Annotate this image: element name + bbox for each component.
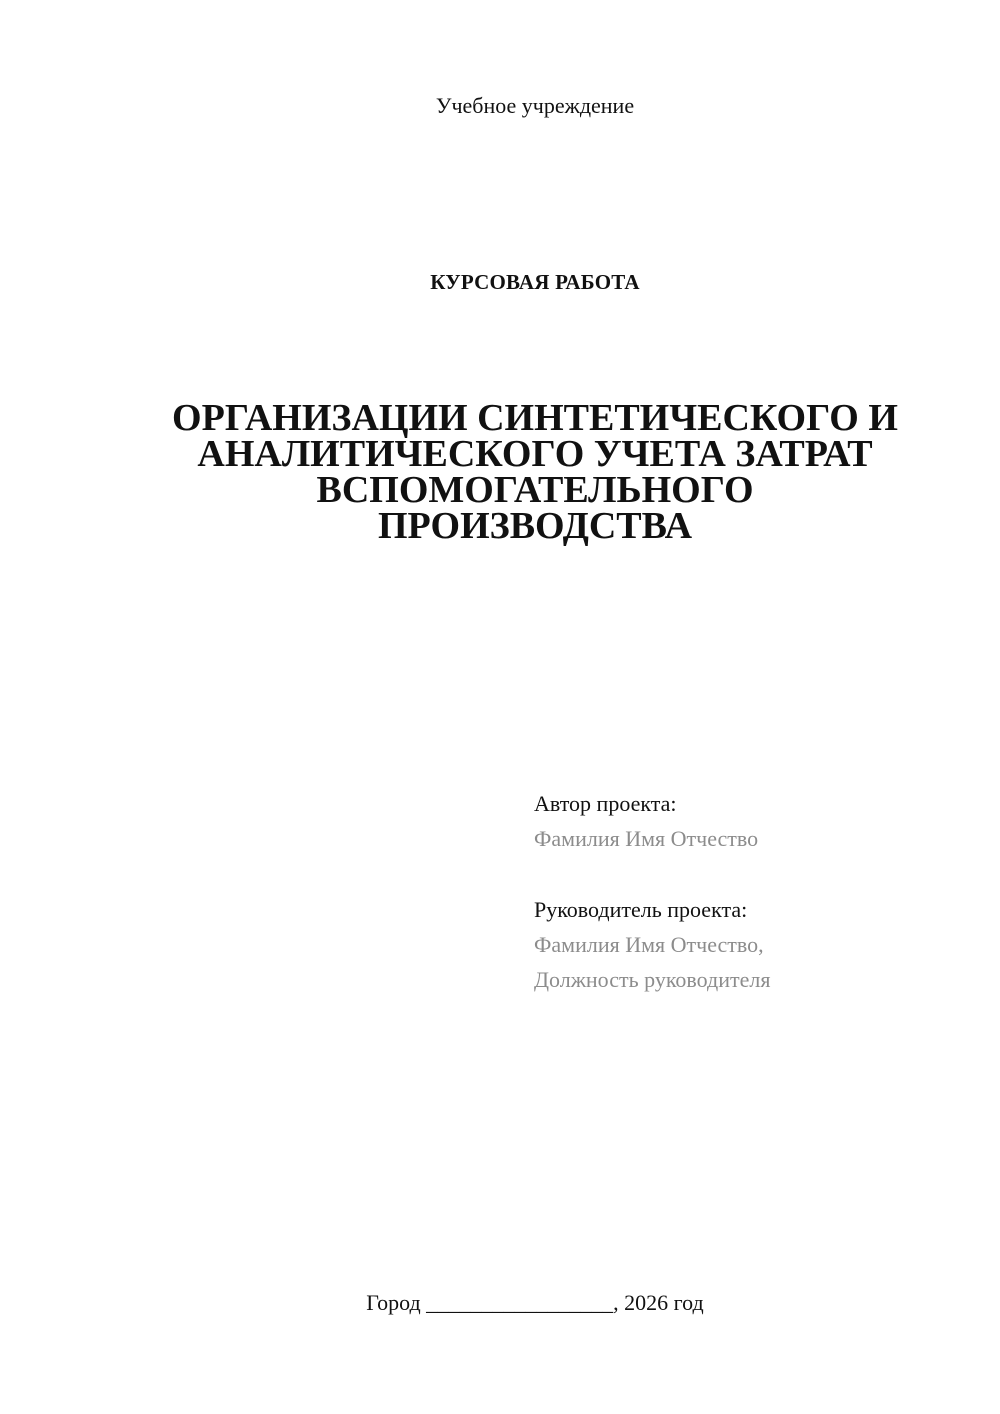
supervisor-position: Должность руководителя bbox=[534, 967, 771, 992]
author-label: Автор проекта: bbox=[534, 791, 677, 816]
supervisor-block bbox=[534, 892, 770, 997]
author-block bbox=[534, 786, 758, 856]
title-line: ВСПОМОГАТЕЛЬНОГО bbox=[316, 469, 754, 511]
title-line: ПРОИЗВОДСТВА bbox=[377, 505, 693, 547]
supervisor-label: Руководитель проекта: bbox=[534, 897, 748, 922]
title-line: ОРГАНИЗАЦИИ СИНТЕТИЧЕСКОГО И bbox=[172, 397, 898, 439]
author-name: Фамилия Имя Отчество bbox=[534, 826, 759, 851]
document-title bbox=[100, 397, 970, 547]
title-line: АНАЛИТИЧЕСКОГО УЧЕТА ЗАТРАТ bbox=[197, 433, 873, 475]
document-type: КУРСОВАЯ РАБОТА bbox=[430, 270, 640, 294]
institution-name: Учебное учреждение bbox=[435, 93, 635, 118]
supervisor-name: Фамилия Имя Отчество, bbox=[534, 932, 764, 957]
city-year-line: Город _________________, 2026 год bbox=[366, 1290, 704, 1315]
